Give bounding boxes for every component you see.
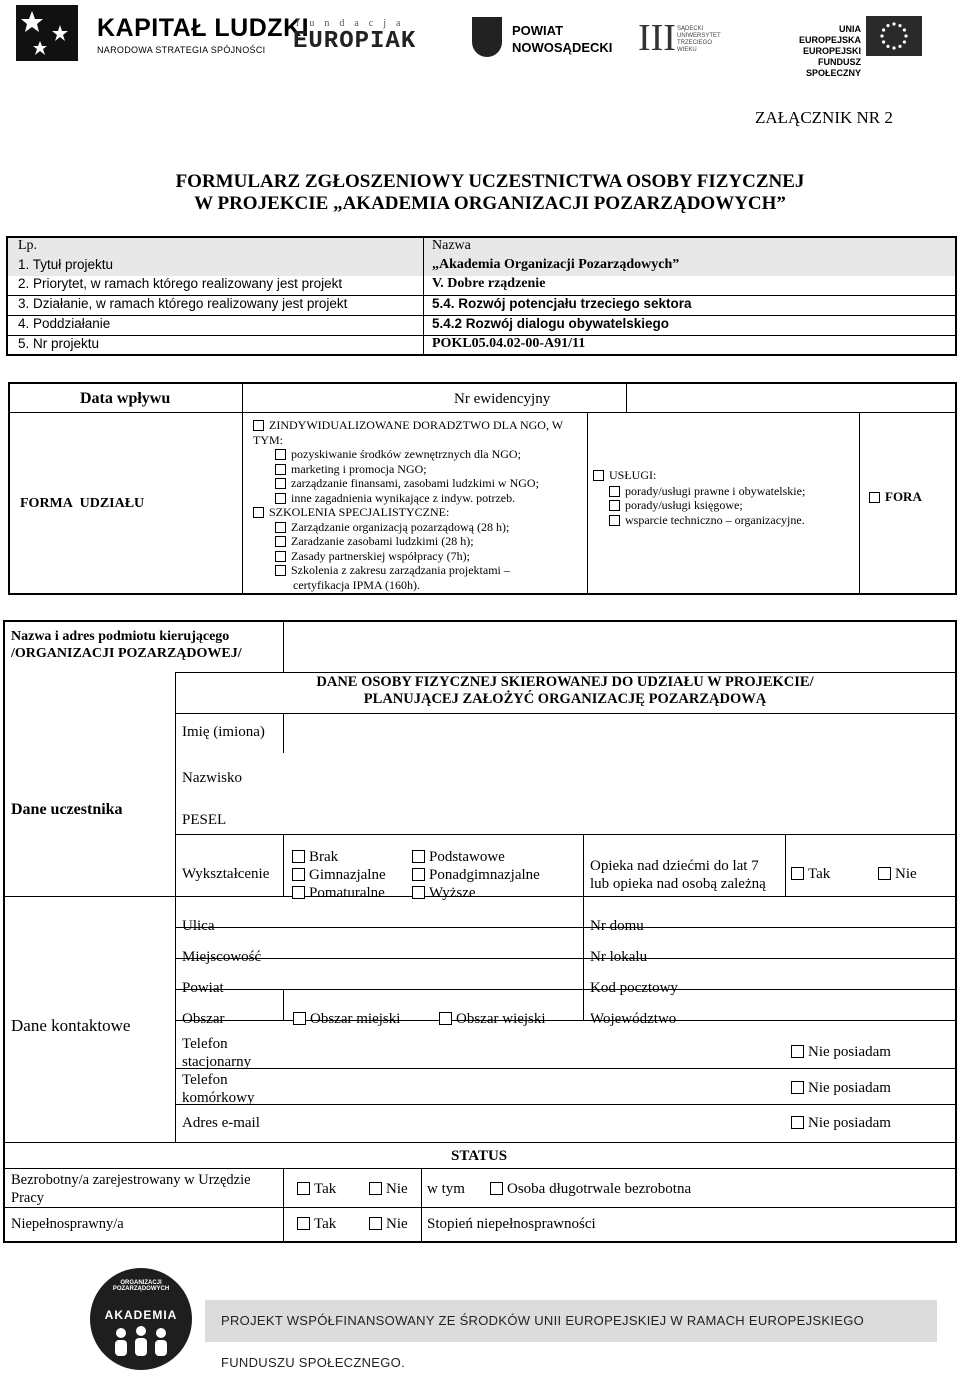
tel-stac-line-1: Telefon: [182, 1036, 228, 1052]
edu-option[interactable]: [412, 848, 540, 866]
szkolenia-item: Zasady partnerskiej współpracy (7h);: [291, 548, 470, 563]
bezrobotny-nie-option[interactable]: [369, 1181, 408, 1198]
divider: [175, 958, 955, 959]
divider: [8, 335, 955, 336]
utw-logo-mark: III: [638, 17, 676, 59]
section-title: [175, 674, 955, 708]
uslugi-item: porady/usługi prawne i obywatelskie;: [625, 483, 806, 498]
divider: [175, 1068, 955, 1069]
checkbox[interactable]: [791, 1045, 804, 1058]
checkbox[interactable]: [609, 515, 620, 526]
divider: [175, 989, 955, 990]
table-row: [8, 276, 955, 295]
divider: [421, 1168, 422, 1241]
kapital-ludzki-title: KAPITAŁ LUDZKI: [97, 14, 310, 42]
tak-label: Tak: [314, 1181, 337, 1197]
org-label-line-1: Nazwa i adres podmiotu kierującego: [11, 629, 230, 644]
table-row: [8, 316, 955, 335]
nie-label: Nie: [386, 1181, 408, 1197]
tel-stac-nie-posiadam[interactable]: [791, 1044, 891, 1061]
powiat-line-2: NOWOSĄDECKI: [512, 40, 613, 55]
form-title-line-1: FORMULARZ ZGŁOSZENIOWY UCZESTNICTWA OSOBY FIZYCZNEJ: [175, 171, 805, 192]
checkbox[interactable]: [609, 500, 620, 511]
divider: [242, 384, 243, 593]
list-item[interactable]: [253, 534, 583, 549]
badge-mid-text: AKADEMIA: [104, 1308, 178, 1322]
checkbox[interactable]: [275, 464, 286, 475]
nr-ewidencyjny-label: Nr ewidencyjny: [454, 391, 551, 407]
doradztwo-option[interactable]: [253, 418, 583, 447]
divider: [175, 834, 955, 835]
divider: [283, 713, 284, 753]
divider: [283, 622, 284, 672]
checkbox[interactable]: [275, 493, 286, 504]
tel-kom-line-2: komórkowy: [182, 1090, 255, 1106]
list-item[interactable]: [593, 513, 855, 528]
nie-label: Nie: [386, 1216, 408, 1232]
doradztwo-item: inne zagadnienia wynikające z indyw. potrzeb.: [291, 490, 516, 505]
list-item[interactable]: [593, 498, 855, 513]
edu-label: Pomaturalne: [309, 885, 385, 901]
szkolenia-tail: certyfikacja IPMA (160h).: [293, 577, 420, 592]
email-nie-posiadam[interactable]: [791, 1115, 891, 1132]
bezrobotny-label: [11, 1171, 251, 1207]
opieka-nie-option[interactable]: [878, 866, 917, 883]
nr-lokalu-label: Nr lokalu: [590, 949, 648, 965]
wojewodztwo-label: Województwo: [590, 1011, 677, 1027]
niepelnosprawny-tak-option[interactable]: [297, 1216, 336, 1233]
row-label: 2. Priorytet, w ramach którego realizowany jest projekt: [18, 276, 343, 291]
checkbox[interactable]: [292, 868, 305, 881]
divider: [626, 384, 627, 412]
dlugotrwale-option[interactable]: [490, 1181, 691, 1198]
checkbox[interactable]: [292, 886, 305, 899]
checkbox[interactable]: [297, 1217, 310, 1230]
divider: [175, 713, 176, 1143]
pesel-label: PESEL: [182, 812, 227, 828]
divider: [859, 412, 860, 593]
divider: [5, 1207, 955, 1208]
szkolenia-title: SZKOLENIA SPECJALISTYCZNE:: [269, 505, 450, 519]
form-title: [0, 171, 960, 215]
checkbox[interactable]: [412, 850, 425, 863]
doradztwo-group: [253, 418, 583, 592]
row-label: 4. Poddziałanie: [18, 316, 111, 331]
checkbox[interactable]: [490, 1182, 503, 1195]
org-label-line-2: /ORGANIZACJI POZARZĄDOWEJ/: [11, 646, 242, 661]
tel-stacjonarny-label: [182, 1035, 251, 1071]
nie-posiadam-label: Nie posiadam: [808, 1044, 891, 1060]
niepelnosprawny-nie-option[interactable]: [369, 1216, 408, 1233]
edu-option[interactable]: [412, 866, 540, 884]
row-value: „Akademia Organizacji Pozarządowych”: [432, 257, 680, 272]
kapital-ludzki-subtitle: NARODOWA STRATEGIA SPÓJNOŚCI: [97, 45, 266, 55]
akademia-badge-logo: [90, 1268, 192, 1370]
table-row: [8, 336, 955, 355]
tel-kom-nie-posiadam[interactable]: [791, 1080, 891, 1097]
row-value: POKL05.04.02-00-A91/11: [432, 336, 586, 351]
nie-posiadam-label: Nie posiadam: [808, 1115, 891, 1131]
checkbox[interactable]: [791, 1116, 804, 1129]
checkbox[interactable]: [275, 522, 286, 533]
list-item[interactable]: [253, 563, 583, 578]
table-row: [8, 296, 955, 315]
divider: [283, 1168, 284, 1241]
checkbox[interactable]: [253, 507, 264, 518]
imie-label: Imię (imiona): [182, 724, 265, 740]
nazwisko-label: Nazwisko: [182, 770, 242, 786]
niepelnosprawny-label: Niepełnosprawny/a: [11, 1216, 124, 1232]
bezrobotny-line-2: Pracy: [11, 1190, 45, 1206]
forma-udzialu-label: FORMA UDZIAŁU: [20, 496, 145, 511]
nie-posiadam-label: Nie posiadam: [808, 1080, 891, 1096]
section-title-line-1: DANE OSOBY FIZYCZNEJ SKIEROWANEJ DO UDZIAŁU W PROJEKCIE/: [316, 674, 814, 690]
checkbox[interactable]: [869, 492, 880, 503]
nie-label: Nie: [895, 866, 917, 882]
checkbox[interactable]: [275, 551, 286, 562]
checkbox[interactable]: [292, 850, 305, 863]
doradztwo-item: zarządzanie finansami, zasobami ludzkimi w NGO;: [291, 476, 539, 490]
checkbox[interactable]: [412, 868, 425, 881]
list-item[interactable]: [253, 462, 583, 477]
checkbox[interactable]: [791, 867, 804, 880]
intake-table: [8, 382, 957, 595]
divider: [175, 672, 955, 673]
checkbox[interactable]: [439, 1012, 452, 1025]
w-tym-label: w tym: [427, 1181, 465, 1197]
row-value: 5.4. Rozwój potencjału trzeciego sektora: [432, 296, 692, 311]
doradztwo-title: ZINDYWIDUALIZOWANE DORADZTWO DLA NGO, W TYM:: [253, 418, 563, 447]
row-label: 1. Tytuł projektu: [18, 257, 114, 272]
bezrobotny-line-1: Bezrobotny/a zarejestrowany w Urzędzie: [11, 1172, 251, 1188]
education-col-2: [412, 848, 540, 902]
edu-label: Wyższe: [429, 885, 476, 901]
divider: [283, 834, 284, 896]
education-col-1: [292, 848, 386, 902]
divider: [587, 412, 588, 593]
tel-stac-line-2: stacjonarny: [182, 1054, 252, 1070]
divider: [423, 238, 424, 354]
tel-komorkowy-label: [182, 1071, 255, 1107]
checkbox[interactable]: [609, 486, 620, 497]
checkbox[interactable]: [412, 886, 425, 899]
checkbox[interactable]: [297, 1182, 310, 1195]
divider: [175, 1104, 955, 1105]
obszar-label: Obszar: [182, 1011, 225, 1027]
stopien-label: Stopień niepełnosprawności: [427, 1216, 596, 1232]
powiat-label: Powiat: [182, 980, 224, 996]
list-item[interactable]: [253, 520, 583, 535]
obszar-miejski-option[interactable]: [293, 1011, 400, 1028]
table-row: [8, 257, 955, 276]
row-value: V. Dobre rządzenie: [432, 276, 546, 291]
obszar-miejski-label: Obszar miejski: [310, 1011, 401, 1027]
bezrobotny-tak-option[interactable]: [297, 1181, 336, 1198]
utw-logo-text: SĄDECKI UNIWERSYTET TRZECIEGO WIEKU: [677, 26, 721, 53]
status-heading: STATUS: [451, 1148, 508, 1164]
edu-label: Gimnazjalne: [309, 867, 386, 883]
dlugotrwale-label: Osoba długotrwale bezrobotna: [507, 1181, 692, 1197]
szkolenia-item: Zarządzanie organizacją pozarządową (28 h);: [291, 519, 510, 534]
opieka-line-2: lub opieka nad osobą zależną: [590, 876, 766, 892]
list-item[interactable]: [253, 549, 583, 564]
list-item[interactable]: [253, 491, 583, 506]
edu-label: Podstawowe: [429, 849, 505, 865]
edu-option[interactable]: [292, 884, 386, 902]
fora-label: FORA: [885, 489, 922, 504]
divider: [8, 315, 955, 316]
uslugi-item: wsparcie techniczno – organizacyjne.: [625, 512, 805, 527]
powiat-shield-icon: [472, 17, 502, 57]
form-title-line-2: W PROJEKCIE „AKADEMIA ORGANIZACJI POZARZĄDOWYCH”: [194, 193, 786, 214]
uslugi-title: USŁUGI:: [609, 468, 657, 482]
attachment-number: ZAŁĄCZNIK NR 2: [755, 108, 893, 127]
powiat-logo-text: [512, 22, 612, 56]
edu-option[interactable]: [292, 848, 386, 866]
divider: [283, 989, 284, 1020]
badge-top-text: ORGANIZACJI POZARZĄDOWYCH: [112, 1280, 170, 1292]
opieka-line-1: Opieka nad dziećmi do lat 7: [590, 858, 759, 874]
divider: [175, 713, 955, 714]
divider: [8, 295, 955, 296]
obszar-wiejski-option[interactable]: [439, 1011, 546, 1028]
data-wplywu-label: Data wpływu: [80, 390, 171, 407]
divider: [5, 1168, 955, 1169]
header-nazwa: Nazwa: [432, 238, 471, 253]
szkolenia-option[interactable]: [253, 505, 583, 520]
divider: [5, 1142, 955, 1143]
europiak-logo: EUROPIAK: [293, 28, 417, 55]
tak-label: Tak: [314, 1216, 337, 1232]
email-label: Adres e-mail: [182, 1115, 260, 1131]
logo-bar: [0, 0, 960, 78]
fora-option[interactable]: [869, 489, 922, 505]
doradztwo-item: pozyskiwanie środków zewnętrznych dla NGO;: [291, 447, 521, 461]
checkbox[interactable]: [253, 420, 264, 431]
eu-flag-icon: [866, 16, 922, 61]
checkbox[interactable]: [369, 1182, 382, 1195]
row-value: 5.4.2 Rozwój dialogu obywatelskiego: [432, 316, 670, 331]
edu-label: Ponadgimnazjalne: [429, 867, 540, 883]
doradztwo-item: marketing i promocja NGO;: [291, 461, 427, 476]
opieka-tak-option[interactable]: [791, 866, 830, 883]
divider: [785, 834, 786, 896]
list-item[interactable]: [593, 484, 855, 499]
project-info-table: [6, 236, 957, 356]
kod-pocztowy-label: Kod pocztowy: [590, 980, 678, 996]
header-lp: Lp.: [18, 238, 38, 253]
checkbox[interactable]: [275, 536, 286, 547]
row-label: 3. Działanie, w ramach którego realizowany jest projekt: [18, 296, 348, 311]
checkbox[interactable]: [275, 565, 286, 576]
nr-domu-label: Nr domu: [590, 918, 644, 934]
obszar-wiejski-label: Obszar wiejski: [456, 1011, 546, 1027]
edu-option[interactable]: [412, 884, 540, 902]
dane-uczestnika-label: Dane uczestnika: [11, 801, 123, 818]
ue-logo-text: UNIA EUROPEJSKA EUROPEJSKI FUNDUSZ SPOŁECZNY: [798, 24, 861, 78]
list-item[interactable]: [253, 476, 583, 491]
divider: [583, 834, 584, 896]
szkolenia-item: Zaradzanie zasobami ludzkimi (28 h);: [291, 534, 474, 548]
divider: [175, 927, 955, 928]
list-item[interactable]: [253, 447, 583, 462]
miejscowosc-label: Miejscowość: [182, 949, 262, 965]
kapital-ludzki-logo-icon: [16, 5, 78, 61]
uslugi-option[interactable]: [593, 468, 855, 483]
divider: [10, 412, 955, 413]
row-label: 5. Nr projektu: [18, 336, 100, 351]
checkbox[interactable]: [275, 478, 286, 489]
fundacja-label: fundacja: [296, 18, 411, 29]
divider: [175, 1020, 955, 1021]
dane-kontaktowe-label: Dane kontaktowe: [11, 1016, 131, 1035]
people-icon: [111, 1326, 171, 1365]
szkolenia-item: Szkolenia z zakresu zarządzania projektami –: [291, 563, 510, 577]
org-label: [11, 628, 242, 662]
tel-kom-line-1: Telefon: [182, 1072, 228, 1088]
checkbox[interactable]: [293, 1012, 306, 1025]
checkbox[interactable]: [878, 867, 891, 880]
section-title-line-2: PLANUJĄCEJ ZAŁOŻYĆ ORGANIZACJĘ POZARZĄDOWĄ: [363, 691, 767, 707]
checkbox[interactable]: [369, 1217, 382, 1230]
edu-label: Brak: [309, 849, 339, 865]
checkbox[interactable]: [275, 449, 286, 460]
uslugi-item: porady/usługi księgowe;: [625, 498, 743, 512]
ulica-label: Ulica: [182, 918, 215, 934]
wyksztalcenie-label: Wykształcenie: [182, 866, 270, 882]
edu-option[interactable]: [292, 866, 386, 884]
participant-table: [3, 620, 957, 1243]
tak-label: Tak: [808, 866, 831, 882]
powiat-line-1: POWIAT: [512, 23, 564, 38]
project-table-header: [8, 238, 955, 257]
checkbox[interactable]: [593, 470, 604, 481]
checkbox[interactable]: [791, 1081, 804, 1094]
opieka-label: [590, 857, 766, 893]
cofinancing-banner: PROJEKT WSPÓŁFINANSOWANY ZE ŚRODKÓW UNII EUROPEJSKIEJ W RAMACH EUROPEJSKIEGO FUNDUSZU SPOŁECZNEGO.: [205, 1300, 937, 1342]
uslugi-group: [593, 468, 855, 527]
